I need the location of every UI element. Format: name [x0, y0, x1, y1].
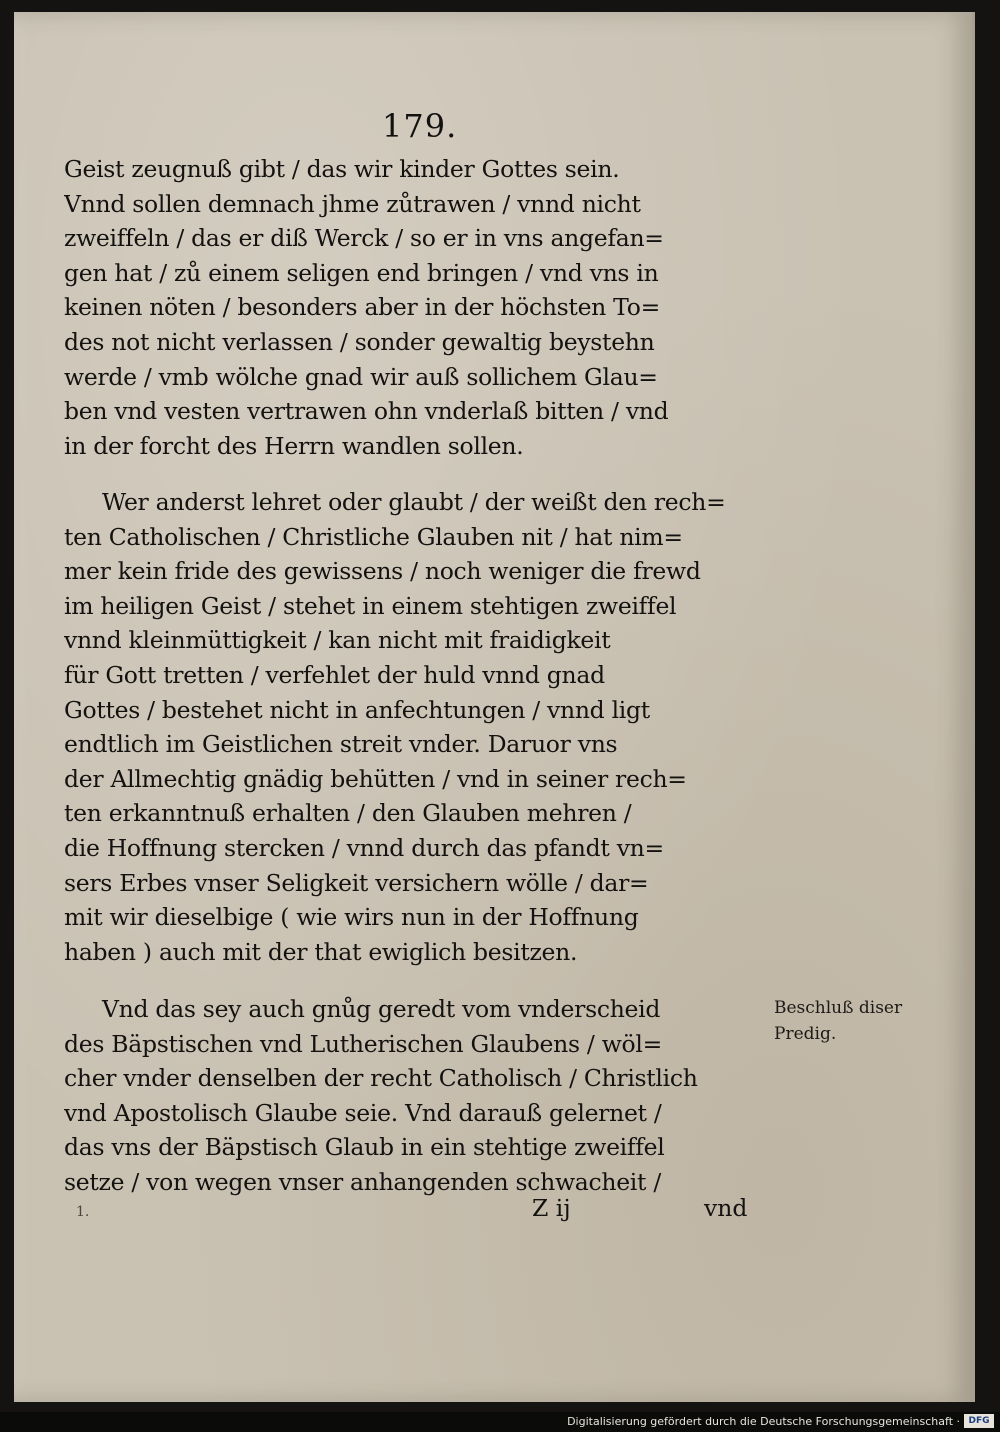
marginal-note-line: Predig.: [774, 1024, 837, 1044]
text-line: des Bäpstischen vnd Lutherischen Glaubens / wöl=: [64, 1029, 662, 1058]
text-line: ten erkanntnuß erhalten / den Glauben mehren /: [64, 799, 632, 828]
page-number: 179.: [382, 107, 458, 145]
text-line: der Allmechtig gnädig behütten / vnd in seiner rech=: [64, 764, 687, 793]
signature-mark: Z ij: [532, 1194, 571, 1222]
marginal-note-line: Beschluß diser: [774, 998, 903, 1018]
text-line: Gottes / bestehet nicht in anfechtungen / vnnd ligt: [64, 695, 650, 724]
book-page: [14, 12, 975, 1402]
page-footer: [64, 1194, 764, 1230]
dfg-logo: DFG: [964, 1414, 994, 1428]
text-line: vnnd kleinmüttigkeit / kan nicht mit fraidigkeit: [64, 626, 611, 655]
text-line: zweiffeln / das er diß Werck / so er in vns angefan=: [64, 224, 664, 253]
text-line: werde / vmb wölche gnad wir auß sollichem Glau=: [64, 362, 658, 391]
marginal-note: [774, 995, 954, 1047]
text-line: das vns der Bäpstisch Glaub in ein stehtige zweiffel: [64, 1133, 665, 1162]
text-line: des not nicht verlassen / sonder gewaltig beystehn: [64, 327, 655, 356]
text-line: ben vnd vesten vertrawen ohn vnderlaß bitten / vnd: [64, 397, 669, 426]
text-line: Wer anderst lehret oder glaubt / der weißt den rech=: [102, 488, 726, 516]
text-line: sers Erbes vnser Seligkeit versichern wölle / dar=: [64, 868, 649, 897]
text-line: Vnd das sey auch gnůg geredt vom vnderscheid: [102, 995, 661, 1023]
text-line: gen hat / zů einem seligen end bringen / vnd vns in: [64, 258, 659, 287]
stray-mark: 1.: [76, 1204, 90, 1220]
paragraph-1: [64, 152, 764, 463]
paragraph-2: [64, 485, 764, 969]
text-line: keinen nöten / besonders aber in der höchsten To=: [64, 293, 660, 322]
text-line: im heiligen Geist / stehet in einem stehtigen zweiffel: [64, 591, 677, 620]
text-line: Vnnd sollen demnach jhme zůtrawen / vnnd nicht: [64, 189, 641, 218]
text-line: in der forcht des Herrn wandlen sollen.: [64, 431, 524, 460]
text-line: ten Catholischen / Christliche Glauben nit / hat nim=: [64, 522, 683, 551]
catchword: vnd: [704, 1194, 748, 1222]
text-line: Geist zeugnuß gibt / das wir kinder Gottes sein.: [64, 155, 620, 183]
text-line: mit wir dieselbige ( wie wirs nun in der Hoffnung: [64, 903, 639, 932]
digitization-credit: Digitalisierung gefördert durch die Deutsche Forschungsgemeinschaft ·: [567, 1415, 960, 1428]
text-line: mer kein fride des gewissens / noch weniger die frewd: [64, 557, 701, 586]
text-line: endtlich im Geistlichen streit vnder. Daruor vns: [64, 730, 618, 759]
paragraph-3: [64, 992, 764, 1200]
text-line: cher vnder denselben der recht Catholisch / Christlich: [64, 1064, 698, 1093]
text-line: haben ) auch mit der that ewiglich besitzen.: [64, 937, 578, 966]
text-line: vnd Apostolisch Glaube seie. Vnd darauß gelernet /: [64, 1098, 662, 1127]
text-line: die Hoffnung stercken / vnnd durch das pfandt vn=: [64, 833, 664, 862]
text-line: setze / von wegen vnser anhangenden schwacheit /: [64, 1167, 661, 1196]
text-line: für Gott tretten / verfehlet der huld vnnd gnad: [64, 660, 605, 689]
